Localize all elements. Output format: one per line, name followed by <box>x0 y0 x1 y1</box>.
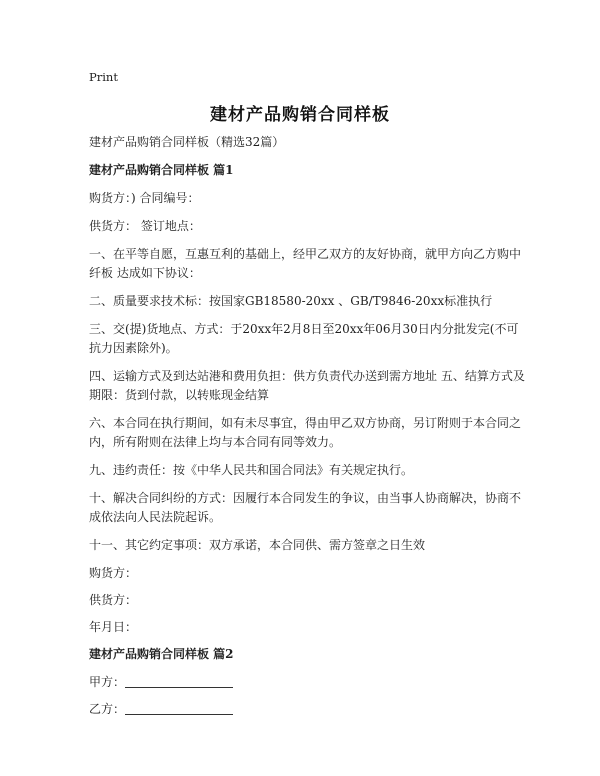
section-1-heading: 建材产品购销合同样板 篇1 <box>89 163 234 177</box>
party-a-label: 甲方： <box>89 675 126 689</box>
supplier-line: 供货方： 签订地点： <box>89 219 201 233</box>
sign-date: 年月日： <box>89 620 138 634</box>
party-b-line <box>89 700 529 719</box>
print-label: Print <box>89 70 118 84</box>
document-subtitle: 建材产品购销合同样板（精选32篇） <box>89 135 285 149</box>
clause-1: 一、在平等自愿，互惠互利的基础上，经甲乙双方的友好协商，就甲方向乙方购中纤板 达成如下协议： <box>89 247 522 280</box>
party-b-blank <box>125 702 233 715</box>
clause-4: 四、运输方式及到达站港和费用负担：供方负责代办送到需方地址 五、结算方式及期限：货到付款，以转账现金结算 <box>89 369 525 402</box>
buyer-line: 购货方：) 合同编号： <box>89 191 200 205</box>
clause-11: 十一、其它约定事项：双方承诺，本合同供、需方签章之日生效 <box>89 538 426 552</box>
document-body <box>89 133 529 727</box>
party-b-label: 乙方： <box>89 702 126 716</box>
sign-supplier: 供货方： <box>89 593 138 607</box>
clause-6: 六、本合同在执行期间，如有未尽事宜，得由甲乙双方协商，另订附则于本合同之内，所有附则在法律上均与本合同有同等效力。 <box>89 416 522 449</box>
section-2-heading: 建材产品购销合同样板 篇2 <box>89 647 234 661</box>
clause-2: 二、质量要求技术标：按国家GB18580-20xx 、GB/T9846-20xx标准执行 <box>89 294 493 308</box>
document-title: 建材产品购销合同样板 <box>210 105 390 125</box>
sign-buyer: 购货方： <box>89 566 138 580</box>
clause-9: 九、违约责任：按《中华人民共和国合同法》有关规定执行。 <box>89 463 414 477</box>
party-a-line <box>89 673 529 692</box>
party-a-blank <box>125 675 233 688</box>
clause-3: 三、交(提)货地点、方式：于20xx年2月8日至20xx年06月30日内分批发完(不可抗力因素除外)。 <box>89 322 519 355</box>
clause-10: 十、解决合同纠纷的方式：因履行本合同发生的争议，由当事人协商解决，协商不成依法向人民法院起诉。 <box>89 491 522 524</box>
